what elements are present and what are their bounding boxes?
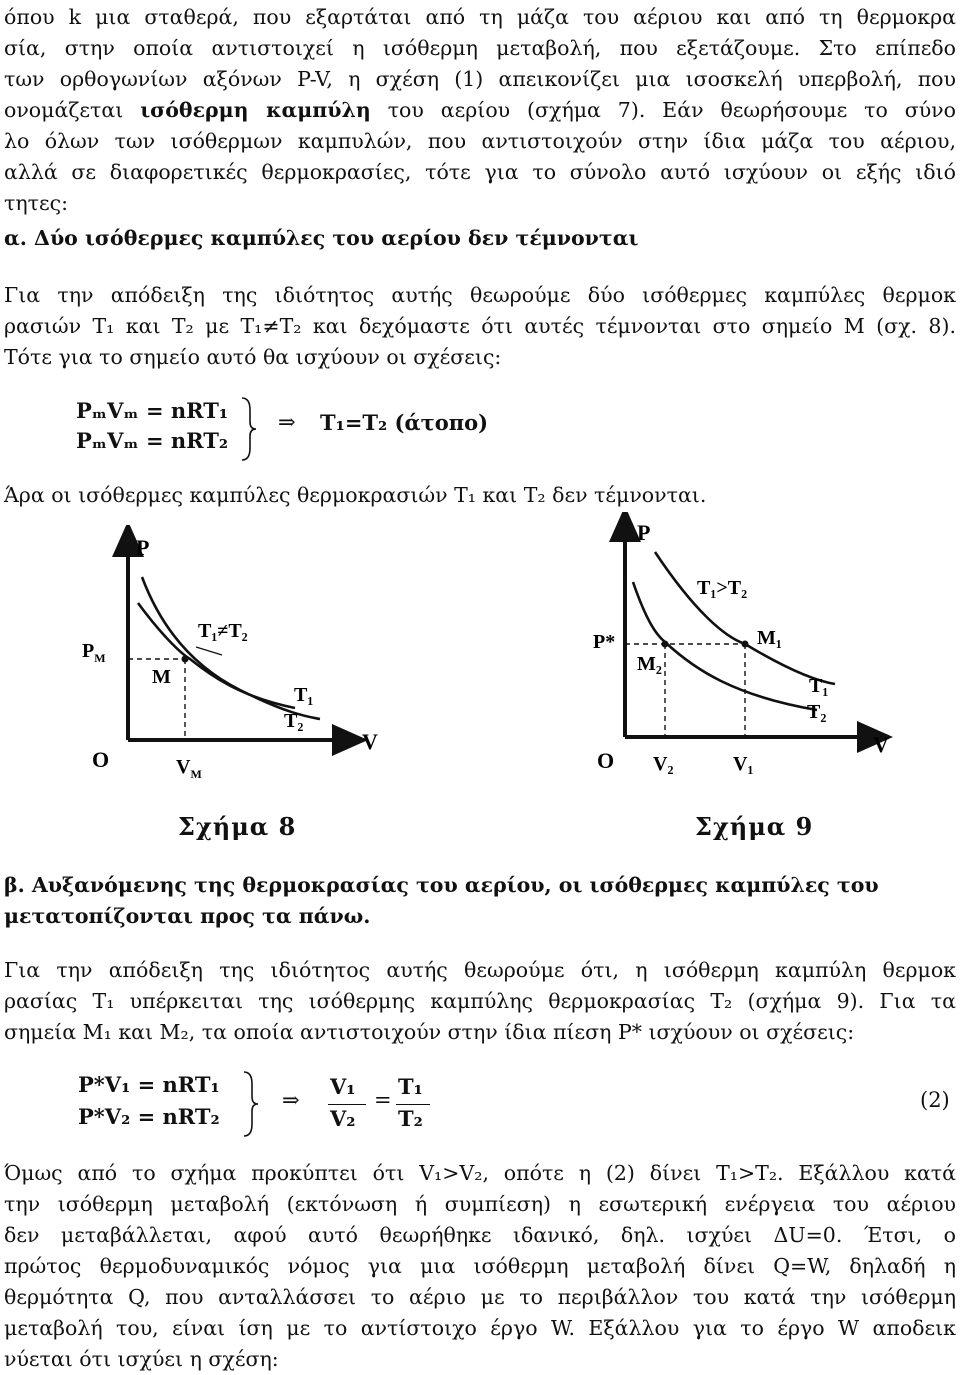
isotherm-t2-curve bbox=[633, 582, 817, 710]
text-line: Για την απόδειξη της ιδιότητος αυτής θεωρούμε ότι, η ισόθερμη καμπύλη θερμοκ bbox=[4, 958, 956, 982]
pm-label bbox=[82, 640, 106, 665]
text-line: νύεται ότι ισχύει η σχέση: bbox=[4, 1347, 279, 1371]
point-m1 bbox=[742, 641, 749, 648]
origin-label: O bbox=[92, 747, 110, 772]
proof-b-paragraph bbox=[4, 955, 956, 1048]
term-isothermal-curve: ισόθερμη καμπύλη bbox=[140, 98, 371, 122]
t-relation-label: T₁>T₂ bbox=[697, 577, 748, 599]
t1-label: T₁ bbox=[294, 684, 314, 706]
p-axis-label: P bbox=[637, 520, 651, 545]
fraction-left-bar bbox=[328, 1104, 366, 1105]
eq2-line-2: P*V₂ = nRT₂ bbox=[78, 1104, 220, 1129]
p-star-label: P* bbox=[593, 631, 616, 653]
text-line: Για την απόδειξη της ιδιότητος αυτής θεωρούμε δύο ισόθερμες καμπύλες θερμοκ bbox=[4, 283, 956, 307]
eq2-line-1: P*V₁ = nRT₁ bbox=[78, 1072, 220, 1097]
text-line: αλλά σε διαφορετικές θερμοκρασίες, τότε για το σύνολο αυτό ισχύουν οι εξής ιδιό bbox=[4, 160, 956, 184]
text-line: την ισόθερμη μεταβολή (εκτόνωση ή συμπίεση) η εσωτερική ενέργεια του αέριου bbox=[4, 1192, 956, 1216]
figure-9-caption: Σχήμα 9 bbox=[695, 812, 814, 841]
point-m bbox=[182, 656, 189, 663]
v2-label: V₂ bbox=[653, 753, 674, 775]
conclusion-a bbox=[4, 480, 956, 511]
heading-property-a: α. Δύο ισόθερμες καμπύλες του αερίου δεν τέμνονται bbox=[4, 226, 639, 250]
text-line: λο όλων των ισόθερμων καμπυλών, που αντιστοιχούν στην ίδια μάζα του αέριου, bbox=[4, 129, 956, 153]
eq1-result: T₁=T₂ (άτοπο) bbox=[320, 410, 489, 435]
text-line: ρασιών T₁ και T₂ με T₁≠T₂ και δεχόμαστε ότι αυτές τέμνονται στο σημείο Μ (σχ. 8). bbox=[4, 314, 956, 338]
text-fragment: ονομάζεται bbox=[4, 98, 124, 122]
t1-label: T₁ bbox=[809, 675, 829, 697]
text-line: Τότε για το σημείο αυτό θα ισχύουν οι σχέσεις: bbox=[4, 345, 502, 369]
v-axis-label: V bbox=[362, 729, 378, 754]
text-line: δεν μεταβάλλεται, αφού αυτό θεωρήθηκε ιδανικό, δηλ. ισχύει ΔU=0. Έτσι, ο bbox=[4, 1223, 956, 1247]
v1-label: V₁ bbox=[733, 753, 754, 775]
fraction-right-numerator: T₁ bbox=[398, 1074, 423, 1099]
text-line: Άρα οι ισόθερμες καμπύλες θερμοκρασιών T₁ και T₂ δεν τέμνονται. bbox=[4, 483, 707, 507]
figure-8-diagram bbox=[80, 525, 390, 785]
text-line: όπου k μια σταθερά, που εξαρτάται από τη μάζα του αέριου και από τη θερμοκρα bbox=[4, 5, 956, 29]
fraction-equals: = bbox=[374, 1088, 392, 1112]
fraction-right-denominator: T₂ bbox=[398, 1106, 423, 1131]
fraction-right-bar bbox=[396, 1104, 430, 1105]
figure-9-diagram bbox=[585, 512, 895, 782]
text-line: σία, στην οποία αντιστοιχεί η ισόθερμη μεταβολή, που εξετάζουμε. Στο επίπεδο bbox=[4, 36, 956, 60]
label-pointer bbox=[196, 647, 222, 655]
fraction-left-numerator: V₁ bbox=[330, 1074, 356, 1099]
text-line: πρώτος θερμοδυναμικός νόμος για μια ισόθερμη μεταβολή δίνει Q=W, δηλαδή η bbox=[4, 1254, 956, 1278]
heading-b-line: β. Αυξανόμενης της θερμοκρασίας του αερίου, οι ισόθερμες καμπύλες του bbox=[4, 873, 879, 897]
p-axis-label: P bbox=[136, 535, 150, 560]
vm-label-main: V bbox=[176, 756, 191, 778]
pm-label-sub: M bbox=[94, 651, 106, 665]
pm-label-main: P bbox=[82, 640, 95, 662]
m-label: M bbox=[152, 666, 171, 688]
t2-label: T₂ bbox=[284, 710, 304, 732]
text-line: ρασίας T₁ υπέρκειται της ισόθερμης καμπύλης θερμοκρασίας T₂ (σχήμα 9). Για τα bbox=[4, 989, 956, 1013]
text-line bbox=[4, 95, 956, 126]
t2-label: T₂ bbox=[807, 701, 827, 723]
t-relation-label: T₁≠T₂ bbox=[198, 620, 248, 642]
implies-arrow: ⇒ bbox=[278, 410, 296, 434]
text-line: θερμότητα Q, που ανταλλάσσει το αέριο με το περιβάλλον του κατά την ισόθερμη bbox=[4, 1285, 956, 1309]
heading-b-line: μετατοπίζονται προς τα πάνω. bbox=[4, 904, 371, 928]
text-line: μεταβολή του, είναι ίση με το αντίστοιχο έργο W. Εξάλλου για το έργο W αποδεικ bbox=[4, 1316, 956, 1340]
text-fragment: του αερίου (σχήμα 7). Εάν θεωρήσουμε το σύνο bbox=[387, 98, 956, 122]
fraction-left-denominator: V₂ bbox=[330, 1106, 356, 1131]
heading-property-b bbox=[4, 870, 879, 932]
eq1-brace bbox=[238, 394, 258, 464]
vm-label bbox=[176, 756, 202, 781]
text-line: των ορθογωνίων αξόνων P-V, η σχέση (1) απεικονίζει μια ισοσκελή υπερβολή, που bbox=[4, 67, 956, 91]
equation-number: (2) bbox=[920, 1088, 950, 1112]
v-axis-label: V bbox=[873, 732, 889, 757]
intro-paragraph bbox=[4, 2, 956, 219]
text-line: τητες: bbox=[4, 191, 68, 215]
vm-label-sub: M bbox=[190, 767, 202, 781]
text-line: σημεία M₁ και M₂, τα οποία αντιστοιχούν στην ίδια πίεση P* ισχύουν οι σχέσεις: bbox=[4, 1020, 855, 1044]
final-paragraph bbox=[4, 1158, 956, 1375]
text-line: Όμως από το σχήμα προκύπτει ότι V₁>V₂, οπότε η (2) δίνει T₁>T₂. Εξάλλου κατά bbox=[4, 1161, 956, 1185]
m1-label: M₁ bbox=[757, 627, 782, 649]
proof-a-paragraph bbox=[4, 280, 956, 373]
implies-arrow: ⇒ bbox=[282, 1088, 300, 1112]
eq1-line-2: PₘVₘ = nRT₂ bbox=[76, 428, 229, 453]
origin-label: O bbox=[597, 748, 615, 773]
m2-label: M₂ bbox=[637, 653, 662, 675]
point-m2 bbox=[662, 641, 669, 648]
eq2-brace bbox=[240, 1068, 260, 1140]
figure-8-caption: Σχήμα 8 bbox=[178, 812, 297, 841]
eq1-line-1: PₘVₘ = nRT₁ bbox=[76, 398, 229, 423]
